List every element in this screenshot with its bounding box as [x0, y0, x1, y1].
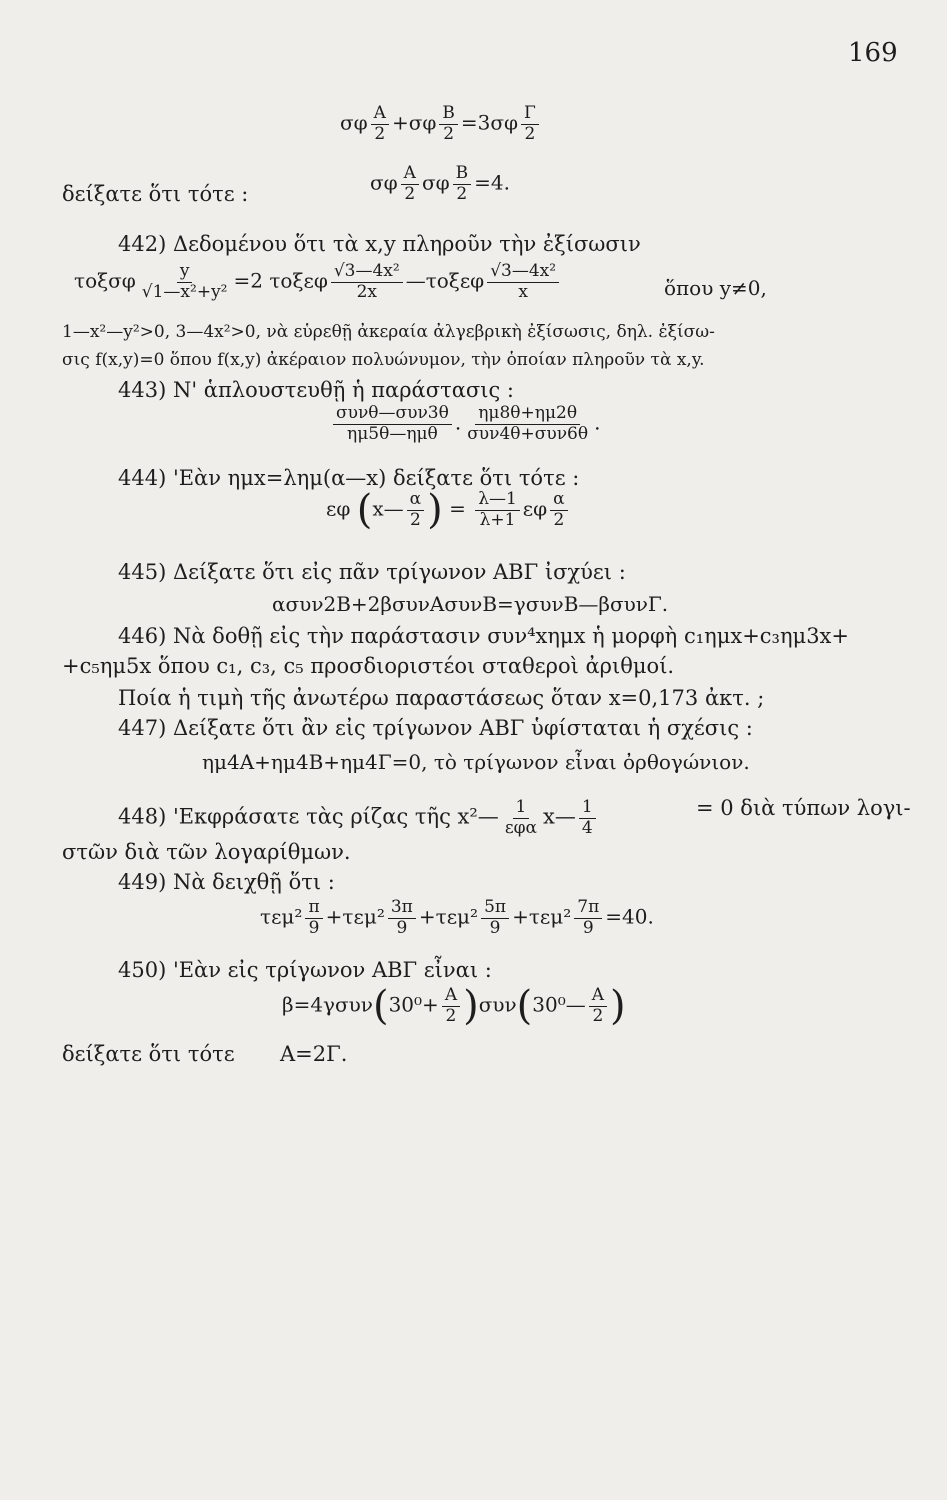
fraction — [502, 798, 540, 838]
problem-450-result: Α=2Γ. — [280, 1042, 348, 1066]
page-number: 169 — [848, 38, 898, 68]
numerator: Γ — [521, 104, 539, 125]
eq-term: =40. — [605, 904, 654, 929]
problem-443-expression — [330, 404, 600, 444]
fraction — [407, 490, 424, 530]
fraction — [487, 262, 559, 302]
problem-442-intro: 442) Δεδομένου ὅτι τὰ x,y πληροῦν τὴν ἐξίσωσιν — [118, 232, 641, 256]
eq-term: τεμ² — [528, 904, 572, 929]
fraction — [139, 262, 231, 302]
problem-447-formula: ημ4Α+ημ4Β+ημ4Γ=0, τὸ τρίγωνον εἶναι ὀρθογώνιον. — [202, 750, 750, 774]
fraction — [401, 164, 419, 204]
eq-term: εφ — [522, 496, 548, 521]
numerator: 7π — [574, 898, 602, 919]
eq-term: σφ — [370, 170, 398, 195]
eq-term: + — [391, 110, 409, 135]
fraction — [464, 404, 591, 444]
fraction — [439, 104, 458, 144]
numerator: 1 — [513, 798, 530, 819]
eq-term: + — [418, 904, 436, 929]
eq-term: —τοξεφ — [405, 268, 485, 293]
problem-442-line3: σις f(x,y)=0 ὅπου f(x,y) ἀκέραιον πολυώνυμον, τὴν ὁποίαν πληροῦν τὰ x,y. — [62, 350, 705, 370]
denominator: 2 — [443, 123, 455, 144]
eq-term: σφ — [340, 110, 368, 135]
denominator: εφα — [504, 817, 538, 838]
numerator: A — [371, 104, 389, 125]
equation-top-1 — [340, 104, 542, 144]
problem-448-text — [118, 798, 599, 838]
numerator: y — [177, 262, 193, 283]
denominator: 2 — [374, 123, 386, 144]
denominator: λ+1 — [479, 509, 516, 530]
denominator: 2 — [524, 123, 536, 144]
fraction — [333, 404, 452, 444]
fraction — [589, 986, 607, 1026]
fraction — [453, 164, 472, 204]
numerator: π — [305, 898, 322, 919]
fraction — [574, 898, 602, 938]
numerator: B — [453, 164, 472, 185]
problem-442-condition: ὅπου y≠0, — [664, 276, 767, 300]
problem-444-text: 444) 'Εὰν ημx=λημ(α—x) δείξατε ὅτι τότε : — [118, 466, 580, 490]
fraction — [521, 104, 539, 144]
paren: ( — [516, 983, 533, 1030]
eq-term: =3σφ — [460, 110, 518, 135]
fraction — [442, 986, 460, 1026]
numerator: √3—4x² — [331, 262, 403, 283]
denominator: συν4θ+συν6θ — [467, 423, 589, 444]
numerator: Α — [442, 986, 460, 1007]
paren: ) — [610, 983, 626, 1030]
denominator: 2 — [456, 183, 468, 204]
problem-450-show: δείξατε ὅτι τότε — [62, 1042, 235, 1066]
problem-446-line3: Ποία ἡ τιμὴ τῆς ἀνωτέρω παραστάσεως ὅταν x=0,173 ἀκτ. ; — [118, 686, 765, 710]
eq-term: 30⁰+ — [388, 992, 439, 1017]
numerator: 3π — [388, 898, 416, 919]
denominator: 2 — [409, 509, 421, 530]
problem-449-equation — [260, 898, 654, 938]
show-then-label: δείξατε ὅτι τότε : — [62, 182, 249, 206]
numerator: Α — [589, 986, 607, 1007]
problem-449-text: 449) Νὰ δειχθῇ ὅτι : — [118, 870, 335, 894]
eq-term: τοξσφ — [74, 268, 136, 293]
denominator: 9 — [582, 917, 594, 938]
numerator: συνθ—συν3θ — [333, 404, 452, 425]
problem-448-line2: στῶν διὰ τῶν λογαρίθμων. — [62, 840, 351, 864]
denominator: 2 — [445, 1005, 457, 1026]
denominator: 9 — [308, 917, 320, 938]
fraction — [388, 898, 416, 938]
eq-term: x— — [372, 496, 404, 521]
numerator: α — [407, 490, 424, 511]
denominator: 2 — [404, 183, 416, 204]
eq-term: τεμ² — [435, 904, 479, 929]
denominator: x — [518, 281, 528, 302]
numerator: √3—4x² — [487, 262, 559, 283]
numerator: B — [439, 104, 458, 125]
eq-term: 30⁰— — [532, 992, 586, 1017]
problem-450-equation — [282, 983, 626, 1030]
eq-term: β=4γσυν — [282, 992, 373, 1017]
eq-term: =4. — [474, 170, 510, 195]
fraction — [305, 898, 322, 938]
numerator: α — [550, 490, 567, 511]
eq-term: . — [594, 410, 601, 435]
paren: ( — [372, 983, 389, 1030]
problem-446-line1: 446) Νὰ δοθῇ εἰς τὴν παράστασιν συν⁴xημx ἡ μορφὴ c₁ημx+c₃ημ3x+ — [118, 624, 850, 648]
eq-term: = — [449, 496, 466, 521]
numerator: λ—1 — [475, 490, 520, 511]
fraction — [579, 798, 596, 838]
equation-top-2 — [370, 164, 510, 204]
problem-442-line2: 1—x²—y²>0, 3—4x²>0, νὰ εὑρεθῇ ἀκεραία ἀλγεβρικὴ ἐξίσωσις, δηλ. ἐξίσω- — [62, 322, 715, 342]
problem-443-text: 443) Ν' ἁπλουστευθῇ ἡ παράστασις : — [118, 378, 514, 402]
eq-term: σφ — [408, 110, 437, 135]
denominator: 2 — [553, 509, 565, 530]
problem-450-text: 450) 'Εὰν εἰς τρίγωνον ΑΒΓ εἶναι : — [118, 958, 492, 982]
problem-448-rest: = 0 διὰ τύπων λογι- — [696, 796, 911, 820]
paren: ) — [463, 983, 479, 1030]
paren: ) — [427, 487, 443, 534]
denominator: 9 — [396, 917, 408, 938]
problem-445-text: 445) Δείξατε ὅτι εἰς πᾶν τρίγωνον ΑΒΓ ἰσχύει : — [118, 560, 626, 584]
eq-term: x— — [543, 804, 576, 829]
denominator: ημ5θ—ημθ — [347, 423, 438, 444]
fraction — [475, 490, 520, 530]
eq-term: συν — [478, 992, 517, 1017]
denominator: 2x — [356, 281, 377, 302]
problem-447-text: 447) Δείξατε ὅτι ἂν εἰς τρίγωνον ΑΒΓ ὑφίσταται ἡ σχέσις : — [118, 716, 753, 740]
eq-term: + — [325, 904, 343, 929]
eq-term: =2 τοξεφ — [233, 268, 328, 293]
denominator: 2 — [592, 1005, 604, 1026]
eq-term: εφ — [326, 496, 351, 521]
problem-442-equation — [74, 262, 562, 302]
numerator: ημ8θ+ημ2θ — [475, 404, 580, 425]
numerator: 1 — [579, 798, 596, 819]
problem-446-line2: +c₅ημ5x ὅπου c₁, c₃, c₅ προσδιοριστέοι σταθεροὶ ἀριθμοί. — [62, 654, 675, 678]
problem-444-equation — [326, 487, 571, 534]
problem-445-formula: ασυν2Β+2βσυνΑσυνΒ=γσυνΒ—βσυνΓ. — [272, 592, 669, 616]
denominator: 9 — [489, 917, 501, 938]
eq-term: τεμ² — [342, 904, 385, 929]
numerator: A — [401, 164, 419, 185]
eq-term: + — [512, 904, 529, 929]
numerator: 5π — [481, 898, 509, 919]
fraction — [371, 104, 389, 144]
paren: ( — [356, 487, 373, 534]
eq-term: σφ — [421, 170, 450, 195]
eq-term: τεμ² — [260, 904, 303, 929]
fraction — [331, 262, 403, 302]
eq-term: 448) 'Εκφράσατε τὰς ρίζας τῆς x²— — [118, 804, 499, 829]
denominator: 4 — [581, 817, 593, 838]
eq-term: . — [454, 410, 462, 435]
denominator: √1—x²+y² — [141, 281, 228, 302]
fraction — [550, 490, 567, 530]
fraction — [481, 898, 509, 938]
